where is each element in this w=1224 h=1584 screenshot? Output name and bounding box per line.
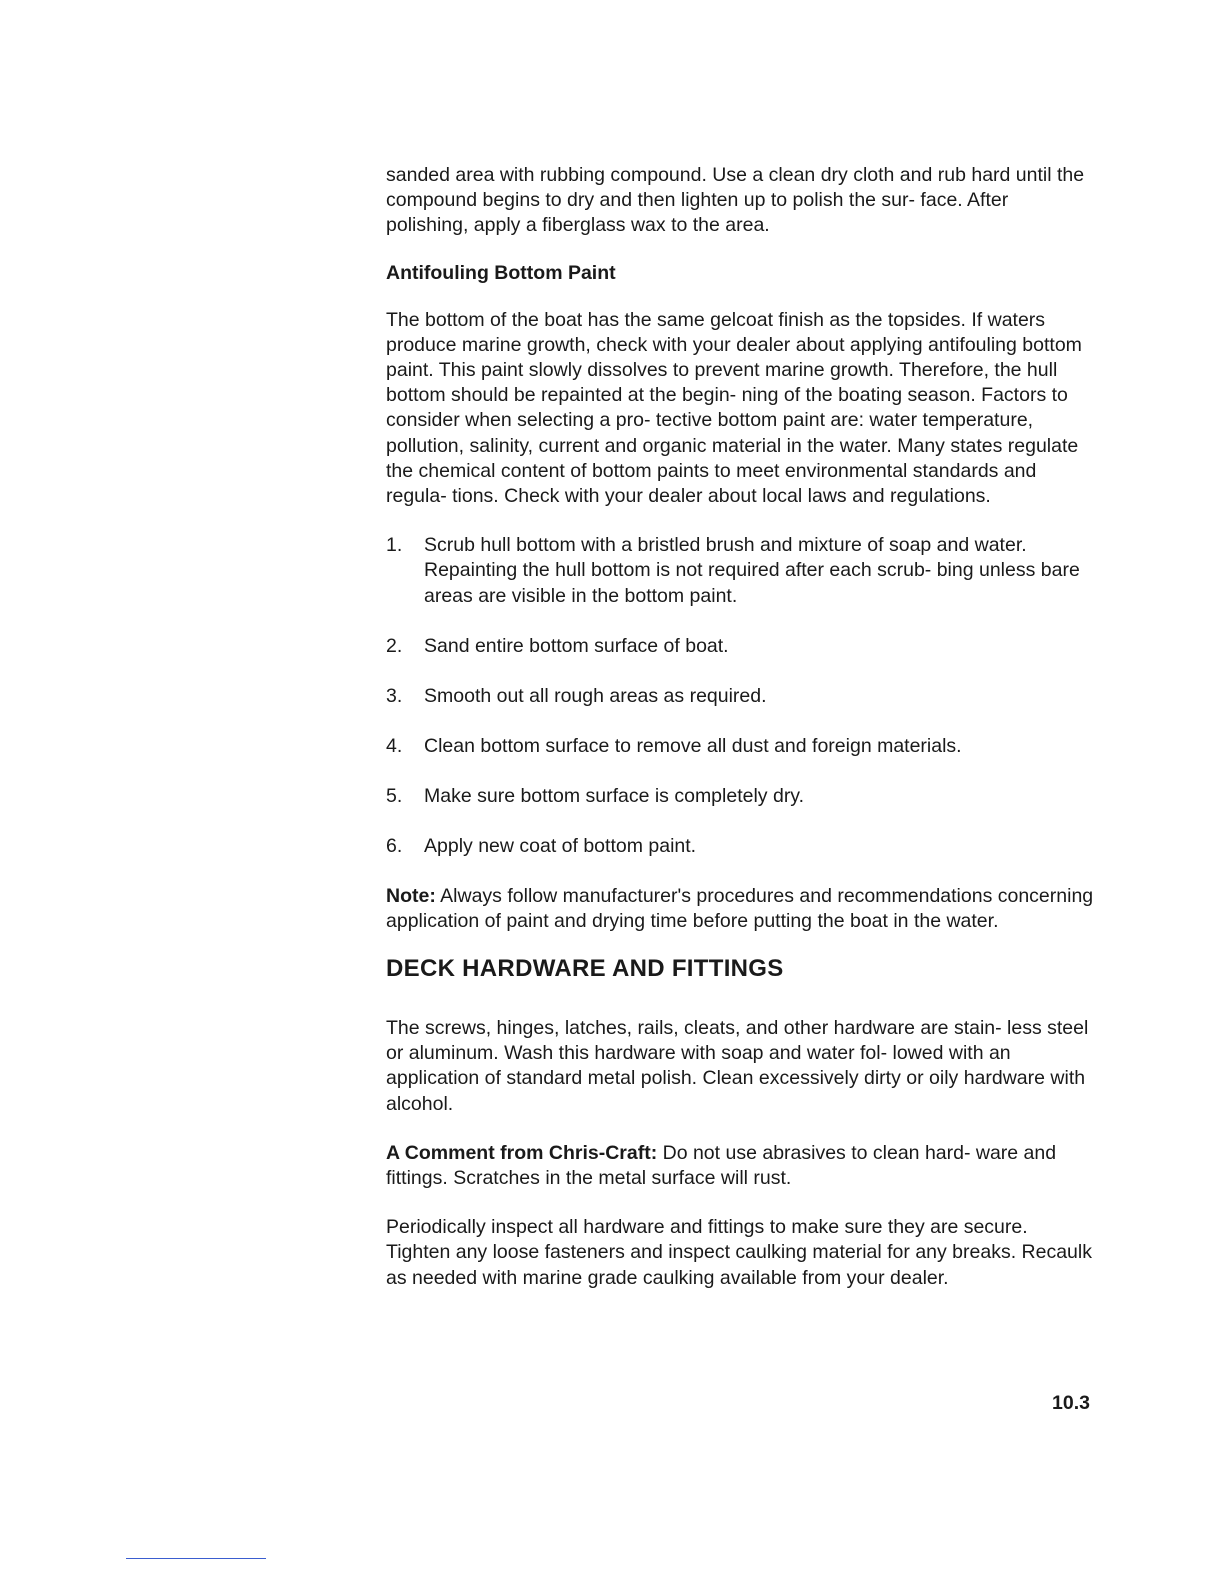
step-text: Sand entire bottom surface of boat. [424,634,729,657]
footer-divider [126,1558,266,1559]
step-number: 6. [386,834,403,857]
list-item [386,684,1096,709]
step-text: Clean bottom surface to remove all dust and foreign materials. [424,734,962,757]
deck-hardware-heading: DECK HARDWARE AND FITTINGS [386,955,784,983]
note-paragraph [386,884,1096,934]
step-number: 4. [386,734,403,757]
manual-page-content [386,163,1096,1315]
list-item [386,784,1096,809]
step-text: Smooth out all rough areas as required. [424,684,767,707]
antifouling-paragraph: The bottom of the boat has the same gelcoat finish as the topsides. If waters produce marine growth, check with your dealer about applying antifouling bottom paint. This paint slowly dissolves to prevent marine growth. Therefore, the hull bottom should be repainted at the begin- ning of the boating season. Factors to consider when selecting a pro- tective bottom paint are: water temperature, pollution, salinity, current and organic material in the water. Many states regulate the chemical content of bottom paints to meet environmental standards and regula- tions. Check with your dealer about local laws and regulations. [386,308,1082,508]
step-text: Apply new coat of bottom paint. [424,834,697,857]
deck-hardware-paragraph: The screws, hinges, latches, rails, cleats, and other hardware are stain- less steel or aluminum. Wash this hardware with soap and water fol- lowed with an application of standard metal polish. Clean excessively dirty or oily hardware with alcohol. [386,1017,1089,1115]
inspection-paragraph: Periodically inspect all hardware and fittings to make sure they are secure. Tighten any loose fasteners and inspect caulking material for any breaks. Recaulk as needed with marine grade caulking available from your dealer. [386,1216,1092,1289]
step-text: Scrub hull bottom with a bristled brush and mixture of soap and water. Repainting the hull bottom is not required after each scrub- bing unless bare areas are visible in the bottom paint. [424,534,1080,607]
chris-craft-comment [386,1141,1096,1191]
list-item [386,734,1096,759]
antifouling-steps-list [386,533,1096,859]
step-number: 3. [386,684,403,707]
intro-paragraph: sanded area with rubbing compound. Use a clean dry cloth and rub hard until the compound begins to dry and then lighten up to polish the sur- face. After polishing, apply a fiberglass wax to the area. [386,164,1085,237]
step-text: Make sure bottom surface is completely dry. [424,784,805,807]
antifouling-heading: Antifouling Bottom Paint [386,261,616,284]
note-text: Always follow manufacturer's procedures and recommendations concerning application of paint and drying time before putting the boat in the water. [386,884,1094,932]
step-number: 1. [386,534,403,557]
comment-label: A Comment from Chris-Craft: [386,1141,658,1164]
step-number: 2. [386,634,403,657]
note-label: Note: [386,884,436,907]
list-item [386,834,1096,859]
list-item [386,634,1096,659]
comment-text: Do not use abrasives to clean hard- ware and fittings. Scratches in the metal surface will rust. [386,1141,1057,1190]
list-item [386,533,1096,609]
page-number: 10.3 [1052,1392,1090,1414]
step-number: 5. [386,784,403,807]
